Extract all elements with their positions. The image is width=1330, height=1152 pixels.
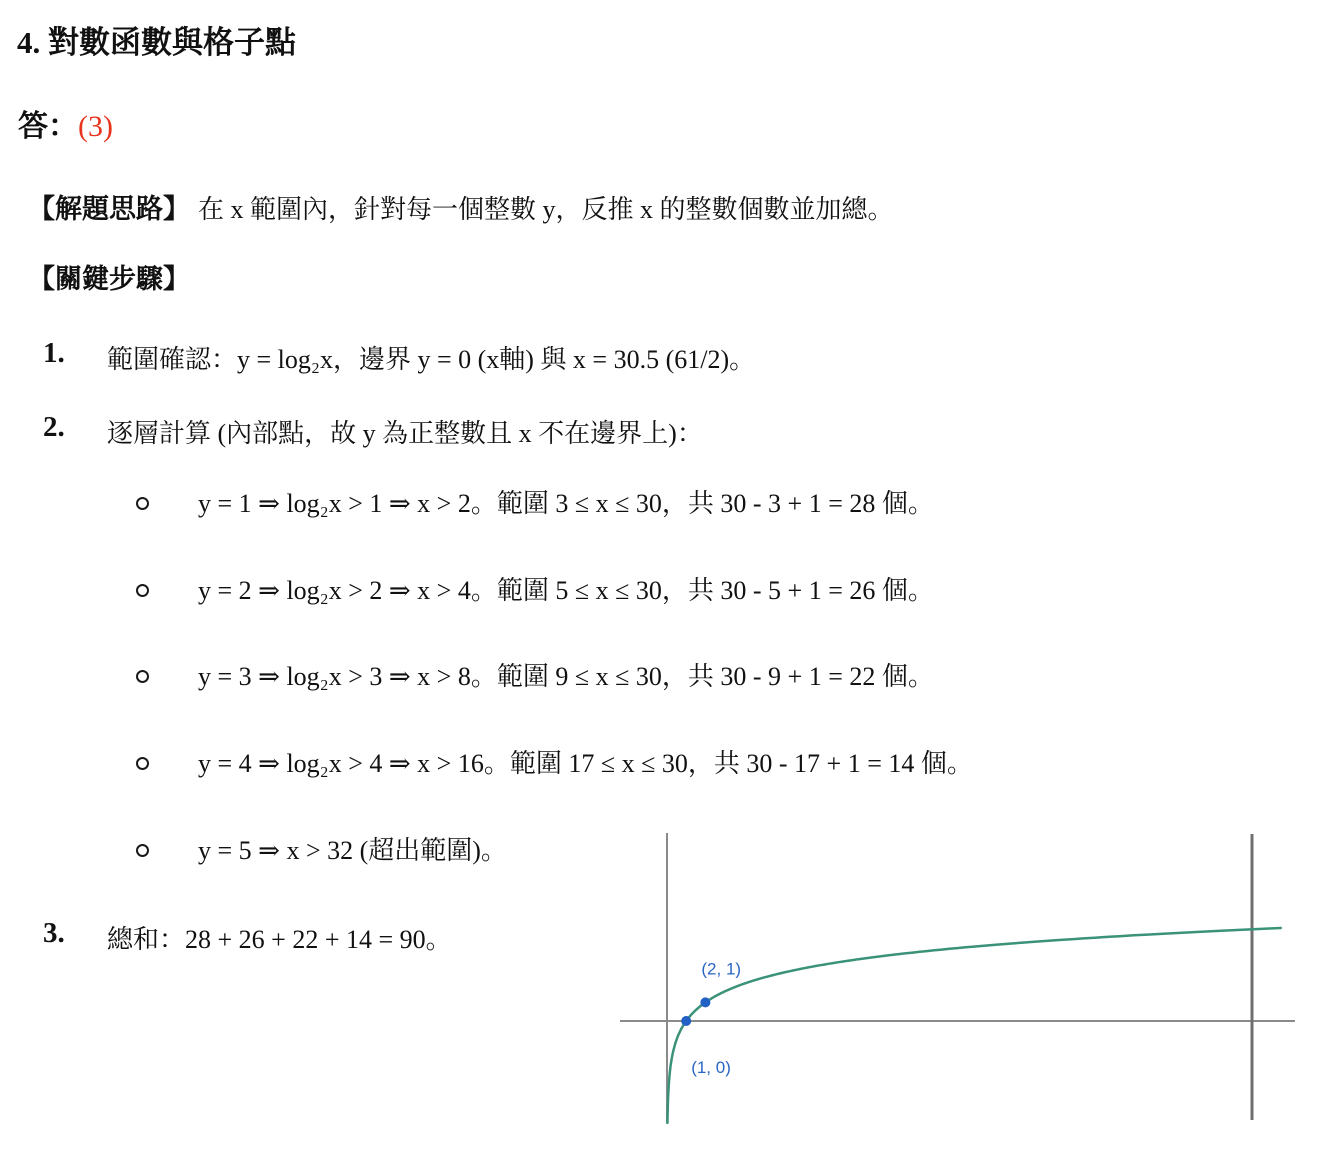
bullet-circle-icon bbox=[136, 584, 149, 597]
step-text: 逐層計算 (內部點，故 y 為正整數且 x 不在邊界上)： bbox=[107, 419, 703, 448]
curve-point-1-0 bbox=[681, 1016, 691, 1026]
step-2 bbox=[0, 411, 1330, 455]
page-title: 4. 對數函數與格子點 bbox=[17, 25, 296, 60]
step-1 bbox=[0, 337, 1330, 381]
bullet-circle-icon bbox=[136, 844, 149, 857]
bullet-text: y = 4 ⇒ log₂x > 4 ⇒ x > 16。範圍 17 ≤ x ≤ 30，共 30 - 17 + 1 = 14 個。 bbox=[198, 749, 973, 778]
answer-line bbox=[18, 108, 113, 146]
step-number: 3. bbox=[43, 917, 65, 949]
bullet-text: y = 3 ⇒ log₂x > 3 ⇒ x > 8。範圍 9 ≤ x ≤ 30，共 30 - 9 + 1 = 22 個。 bbox=[198, 662, 934, 691]
step-number: 2. bbox=[43, 411, 65, 443]
bullet-item-y2 bbox=[0, 575, 1330, 615]
solution-idea-line bbox=[28, 192, 894, 227]
step-text: 範圍確認：y = log₂x，邊界 y = 0 (x軸) 與 x = 30.5 (61/2)。 bbox=[107, 345, 756, 374]
log2-curve bbox=[667, 928, 1280, 1123]
curve-point-2-1 bbox=[700, 997, 710, 1007]
answer-label: 答： bbox=[18, 110, 78, 143]
point-label: (1, 0) bbox=[691, 1058, 731, 1077]
bullet-circle-icon bbox=[136, 670, 149, 683]
bullet-circle-icon bbox=[136, 497, 149, 510]
bullet-text: y = 2 ⇒ log₂x > 2 ⇒ x > 4。範圍 5 ≤ x ≤ 30，共 30 - 5 + 1 = 26 個。 bbox=[198, 576, 934, 605]
point-label: (2, 1) bbox=[701, 959, 742, 979]
bullet-item-y1 bbox=[0, 488, 1330, 528]
bullet-circle-icon bbox=[136, 757, 149, 770]
answer-value: (3) bbox=[78, 110, 113, 143]
step-text: 總和：28 + 26 + 22 + 14 = 90。 bbox=[107, 925, 452, 954]
key-steps-header: 【關鍵步驟】 bbox=[28, 264, 190, 294]
bullet-item-y4 bbox=[0, 748, 1330, 788]
idea-text: 在 x 範圍內，針對每一個整數 y，反推 x 的整數個數並加總。 bbox=[198, 195, 894, 224]
bullet-text: y = 5 ⇒ x > 32 (超出範圍)。 bbox=[198, 836, 507, 865]
step-number: 1. bbox=[43, 337, 65, 369]
bullet-item-y3 bbox=[0, 661, 1330, 701]
idea-header: 【解題思路】 bbox=[28, 194, 190, 224]
bullet-text: y = 1 ⇒ log₂x > 1 ⇒ x > 2。範圍 3 ≤ x ≤ 30，共 30 - 3 + 1 = 28 個。 bbox=[198, 489, 934, 518]
log-curve-graph bbox=[600, 820, 1330, 1152]
